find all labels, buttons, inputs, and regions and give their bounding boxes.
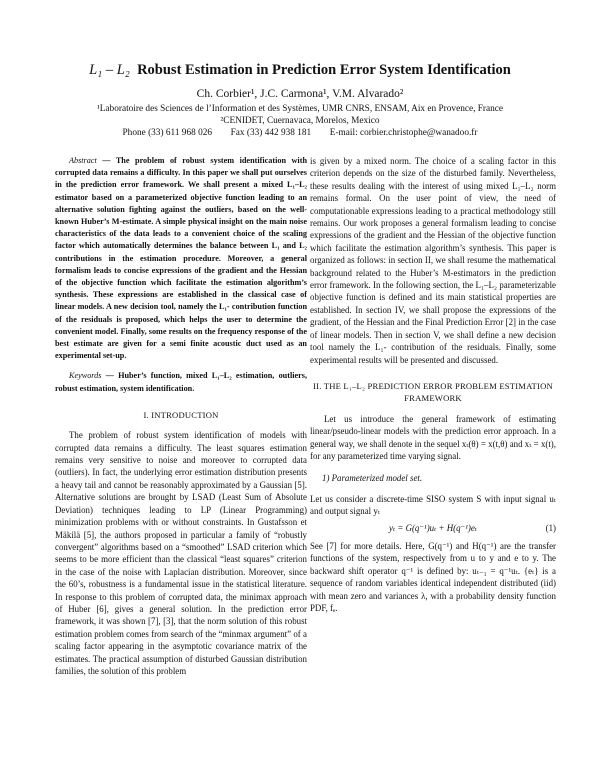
- abstract: [55, 155, 307, 362]
- right-paragraph-4: See [7] for more details. Here, G(q⁻¹) and H(q⁻¹) are the transfer functions of the system, respectively from u to y and e to y. The backward shift operator q⁻¹ is defined by: uₜ₋₁ = q⁻¹uₜ. {eₜ} is a sequence of random variables identical independent distributed (iid) with mean zero and variances λ, with a probability density function PDF, fₑ.: [310, 540, 556, 613]
- section-heading-introduction: I. INTRODUCTION: [143, 409, 219, 420]
- equation-1: [310, 522, 556, 534]
- title-math: L₁ – L₂: [89, 62, 130, 78]
- right-column: [310, 155, 556, 614]
- keywords: [55, 370, 307, 394]
- right-paragraph-1: is given by a mixed norm. The choice of a scaling factor in this criterion depends on the size of the disturbed family. Nevertheless, these results dealing with the interest of using mixed L₁–L₂ norm remains formal. On the user point of view, the need of computationable expressions leading to a practical methodology still remains. Our work proposes a general formalism leading to concise expressions of the gradient and the Hessian of the objective function which facilitate the estimation algorithm’s synthesis. This paper is organized as follows: in section II, we shall resume the mathematical background related to the Huber’s M-estimators in the prediction error framework. In the following section, the L₁–L₂ parameterizable objective function is defined and its main statistical properties are established. In section IV, we shall propose the expressions of the gradient, of the Hessian and the Final Prediction Error [2] in the case of linear models. Then in section V, we shall define a new decision tool namely the L₁- contribution of the residuals. Finally, some experimental results will be presented and discussed.: [310, 156, 556, 365]
- equation-number: (1): [545, 522, 556, 533]
- right-paragraph-2: Let us introduce the general framework of estimating linear/pseudo-linear models with the prediction error approach. In a general way, we shall denote in the sequel xₜ(θ) = x(t,θ) and xₜ = x(t), for any parameterized time varying signal.: [310, 413, 556, 461]
- equation-body: yₜ = G(q⁻¹)uₜ + H(q⁻¹)eₜ: [389, 522, 477, 533]
- right-paragraph-3: Let us consider a discrete-time SISO system S with input signal uₜ and output signal yₜ: [310, 493, 556, 517]
- abstract-lead: Abstract: [69, 156, 97, 165]
- affiliation-1: ¹Laboratoire des Sciences de l’Information et des Systèmes, UMR CNRS, ENSAM, Aix en Provence, France: [96, 104, 504, 114]
- left-column: [55, 155, 307, 677]
- keywords-text: — Huber’s function, mixed L₁–L₂ estimation, outliers, robust estimation, system identification.: [55, 371, 307, 393]
- subsection-title: 1) Parameterized model set.: [322, 473, 423, 484]
- authors: Ch. Corbier¹, J.C. Carmona¹, V.M. Alvarado²: [196, 88, 404, 100]
- abstract-text: — The problem of robust system identification with corrupted data remains a difficulty. In this paper we shall put ourselves in the prediction error framework. We shall present a mixed L₁–L₂ estimator based on a parameterized objective function leading to an alternative solution fighting against the outliers, based on the well-known Huber’s M-estimate. A simple physical insight on the main noise characteristics of the data leads to a convenient choice of the scaling factor which automatically determines the balance between L₁ and L₂ contributions in the estimation procedure. Moreover, a general formalism leads to concise expressions of the gradient and the Hessian of the objective function which facilitate the estimation algorithm’s synthesis. These expressions are established in the classical case of linear models. A new decision tool, namely the L₁- contribution function of the residuals is proposed, which helps the user to determine the convenient model. Finally, some results on the frequency response of the best estimate are given for a semi finite acoustic duct used as an experimental set-up.: [55, 156, 307, 361]
- subsection-heading: [322, 472, 556, 484]
- affiliation-2: ²CENIDET, Cuernavaca, Morelos, Mexico: [220, 116, 380, 126]
- contact-line: Phone (33) 611 968 026 Fax (33) 442 938 181 E-mail: corbier.christophe@wanadoo.fr: [122, 128, 478, 138]
- paper-title: [0, 62, 600, 79]
- keywords-lead: Keywords: [69, 371, 102, 381]
- intro-paragraph: The problem of robust system identification of models with corrupted data remains a difficulty. The least squares estimation remains very sensitive to noise and moreover to corrupted data (outliers). In fact, the underlying error estimation distribution presents a heavy tail and cannot be reasonably approximated by a Gaussian [5]. Alternative solutions are brought by LSAD (Least Sum of Absolute Deviation) techniques leading to LP (Linear Programming) minimization problems with or without constraints. In Gustafsson et Mäkilä [5], the authors proposed in particular a family of “robustly convergent” algorithms based on a “smoothed” LSAD criterion which seems to be more efficient than the classical “least squares” criterion in the case of the noise with Laplacian distribution. Moreover, since the 60’s, robustness is a fundamental issue in the statistical literature. In response to this problem of corrupted data, the minimax approach of Huber [6], gives a general solution. In the prediction error framework, it was shown [7], [3], that the norm solution of this robust estimation problem comes from search of the “minmax argument” of a scaling factor appearing in the asymptotic covariance matrix of the estimates. The practical assumption of disturbed Gaussian distribution families, the solution of this problem: [55, 430, 307, 676]
- title-text: Robust Estimation in Prediction Error System Identification: [137, 62, 511, 78]
- section-heading-framework: II. THE L₁–L₂ PREDICTION ERROR PROBLEM ESTIMATION FRAMEWORK: [313, 380, 553, 404]
